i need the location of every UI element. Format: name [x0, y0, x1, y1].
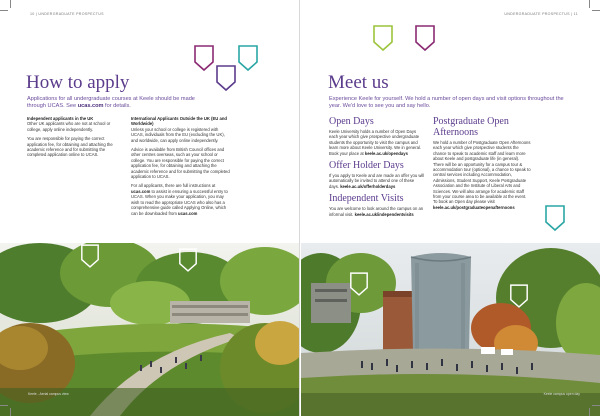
heading-offer-holder: Offer Holder Days	[329, 160, 404, 172]
text-independent-1: Other UK applicants who are not at school or college, apply online independently.	[27, 121, 111, 132]
postgrad-link[interactable]: keele.ac.uk/postgraduateopenafternoons	[433, 204, 515, 210]
offer-holder-link[interactable]: keele.ac.uk/offerholderdays	[340, 183, 396, 189]
text-independent-visits: You are welcome to look around the campus on an informal visit.	[329, 206, 424, 217]
shield-outline-icon	[237, 44, 259, 72]
intro-tail: for details.	[103, 103, 131, 110]
text-international-3-tail: to assist in ensuring a successful entry to UCAS. When you make your application, you may wish to read the appropriate UCAS who also has a comprehensive guide called Applying Online, which can be downloaded from	[131, 188, 228, 216]
intro-left	[27, 96, 207, 111]
column-visits	[329, 116, 425, 221]
column-international	[131, 116, 231, 220]
campus-photo-right	[301, 243, 600, 416]
page-title-right: Meet us	[328, 72, 389, 93]
column-postgrad	[433, 116, 531, 214]
photo-caption-left: Keele - Aerial campus view	[28, 392, 69, 396]
photo-caption-right: Keele campus open day	[543, 392, 580, 396]
intro-text: Applications for all undergraduate courses at Keele should be made through UCAS. See	[27, 96, 195, 110]
heading-independent-visits: Independent Visits	[329, 193, 404, 205]
text-independent-2: You are responsible for paying the correct application fee, for obtaining and attaching the academic reference and for submitting the completed application online to UCAS.	[27, 136, 113, 158]
shield-outline-icon	[544, 204, 566, 232]
ucas-link-3[interactable]: ucas.com	[178, 210, 198, 216]
heading-international: International Applicants Outside the UK (EU and Worldwide)	[131, 116, 227, 127]
shield-outline-icon	[509, 283, 529, 309]
shield-outline-icon	[178, 247, 198, 273]
running-head-left: 10 | UNDERGRADUATE PROSPECTUS	[30, 12, 104, 16]
text-international-3: For all applicants, there are full instructions at	[131, 183, 216, 189]
text-postgrad: We hold a number of Postgraduate Open Afternoons each year which give prospective students the chance to speak to academic staff and learn more about Keele and postgraduate life (in general). There will be an opportunity for a campus tour & accommodation tour (optional), a chance to speak to central services including Accommodation, Admissions, Student Support, Keele Postgraduate Association and the Institute of Liberal Arts and Sciences. We will also arrange for academic staff from your course area to be available at the event. To book an Open day please visit	[433, 140, 531, 205]
shield-outline-icon	[193, 44, 215, 72]
running-head-right: UNDERGRADUATE PROSPECTUS | 11	[504, 12, 578, 16]
right-page	[300, 0, 600, 416]
text-offer-holder: If you apply to Keele and are made an offer you will automatically be invited to attend one of these days.	[329, 173, 425, 189]
shield-outline-icon	[80, 243, 100, 269]
page-title-left: How to apply	[26, 72, 130, 93]
heading-open-days: Open Days	[329, 116, 374, 127]
independent-visits-link[interactable]: keele.ac.uk/independentvisits	[354, 211, 414, 217]
text-open-days: Keele University holds a number of Open Days each year which give prospective undergraduate students the opportunity to visit the campus and learn more about Keele University. We in general. Book your place at	[329, 129, 422, 156]
text-international-2: Advice is available from British Council offices and other centres overseas, such as your school or college. You are responsible for paying the correct application fee, for obtaining and attaching the academic reference and for submitting the completed application to UCAS.	[131, 147, 230, 180]
shield-outline-icon	[414, 24, 436, 52]
heading-independent: Independent applicants in the UK	[27, 116, 94, 121]
heading-postgrad: Postgraduate Open Afternoons	[433, 116, 509, 138]
ucas-link[interactable]: ucas.com	[77, 103, 104, 110]
shield-outline-icon	[215, 64, 237, 92]
shield-outline-icon	[372, 24, 394, 52]
ucas-link-2[interactable]: ucas.com	[131, 188, 151, 194]
open-days-link[interactable]: keele.ac.uk/opendays	[364, 150, 408, 156]
column-independent	[27, 116, 125, 162]
intro-right: Experience Keele for yourself. We hold a number of open days and visit options throughout the year. We'd love to see you and say hello.	[329, 96, 564, 110]
text-international-1: Unless your school or college is registered with UCAS, individuals from the EU (excluding the UK), and worldwide, can apply online independently.	[131, 126, 225, 143]
shield-outline-icon	[349, 271, 369, 297]
campus-photo-left	[0, 243, 299, 416]
